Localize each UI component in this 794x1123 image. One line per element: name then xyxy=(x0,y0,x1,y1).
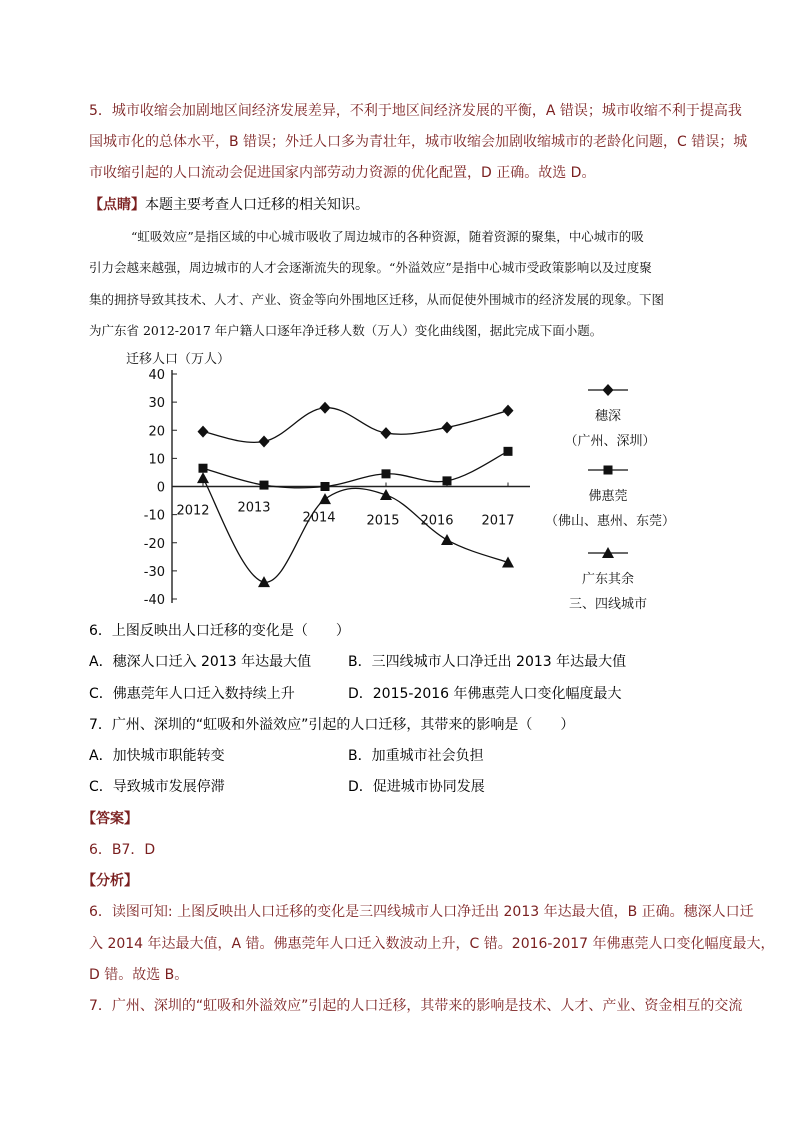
data-point-other-cities xyxy=(197,472,209,483)
y-axis-label: 迁移人口（万人） xyxy=(126,352,231,367)
x-tick-label: 2013 xyxy=(237,500,271,516)
data-point-suishen xyxy=(198,426,209,438)
y-tick-label: -10 xyxy=(143,508,165,524)
legend-sub-other-cities: 三、四线城市 xyxy=(568,597,648,610)
y-tick-label: -30 xyxy=(143,564,165,580)
analysis-line-2: 入 2014 年达最大值，A 错。佛惠莞年人口迁入数波动上升，C 错。2016-2017 年佛惠莞人口变化幅度最大， xyxy=(89,936,775,952)
analysis-line-4: 7．广州、深圳的“虹吸和外溢效应”引起的人口迁移，其带来的影响是技术、人才、产业、资金相互的交流 xyxy=(89,998,743,1014)
q7-option-d[interactable]: D．促进城市协同发展 xyxy=(348,779,485,795)
data-point-other-cities xyxy=(441,534,453,545)
passage-line-3: 集的拥挤导致其技术、人才、产业、资金等向外围地区迁移，从而促使外围城市的经济发展的现象。下图 xyxy=(89,292,665,307)
series-line-suishen xyxy=(203,408,508,443)
data-point-other-cities xyxy=(502,556,514,567)
data-point-suishen xyxy=(381,427,392,439)
q5-line-1: 5．城市收缩会加剧地区间经济发展差异，不利于地区间经济发展的平衡，A 错误；城市收缩不利于提高我 xyxy=(89,103,742,119)
y-tick-label: 10 xyxy=(148,452,165,468)
legend-sub-foshan-huizhou-dongguan: （佛山、惠州、东莞） xyxy=(544,514,676,529)
y-tick-label: -40 xyxy=(143,593,165,608)
passage-line-2: 引力会越来越强，周边城市的人才会逐渐流失的现象。“外溢效应”是指中心城市受政策影响以及过度聚 xyxy=(89,260,652,275)
q6-stem: 6．上图反映出人口迁移的变化是（ ） xyxy=(89,623,350,639)
x-tick-label: 2015 xyxy=(366,513,400,529)
answer-tag: 【答案】 xyxy=(82,811,138,827)
legend-marker-foshan-huizhou-dongguan xyxy=(604,466,613,475)
data-point-suishen xyxy=(320,402,331,414)
series-line-other-cities xyxy=(203,478,508,582)
x-tick-label: 2012 xyxy=(176,503,210,519)
data-point-suishen xyxy=(259,436,270,448)
data-point-other-cities xyxy=(319,493,331,504)
q7-option-c[interactable]: C．导致城市发展停滞 xyxy=(89,779,225,795)
y-tick-label: 20 xyxy=(148,424,165,440)
passage-line-1: “虹吸效应”是指区域的中心城市吸收了周边城市的各种资源，随着资源的聚集，中心城市的吸 xyxy=(131,229,644,244)
dianjing-text: 本题主要考查人口迁移的相关知识。 xyxy=(145,197,369,213)
x-tick-label: 2017 xyxy=(481,513,515,529)
q6-option-d[interactable]: D．2015-2016 年佛惠莞人口变化幅度最大 xyxy=(348,686,622,702)
y-tick-label: 30 xyxy=(148,396,165,412)
legend-name-other-cities: 广东其余 xyxy=(581,572,635,587)
data-point-suishen xyxy=(442,421,453,433)
data-point-foshan-huizhou-dongguan xyxy=(199,464,208,473)
legend-sub-suishen: （广州、深圳） xyxy=(564,434,656,449)
answer-text: 6．B7．D xyxy=(89,842,156,858)
q6-option-b[interactable]: B．三四线城市人口净迁出 2013 年达最大值 xyxy=(348,654,627,670)
series-line-foshan-huizhou-dongguan xyxy=(203,451,508,487)
dianjing-tag: 【点睛】 xyxy=(89,197,145,213)
migration-line-chart xyxy=(110,345,700,610)
q7-option-b[interactable]: B．加重城市社会负担 xyxy=(348,748,484,764)
data-point-foshan-huizhou-dongguan xyxy=(504,447,513,456)
analysis-tag: 【分析】 xyxy=(82,873,138,889)
y-tick-label: -20 xyxy=(143,536,165,552)
q7-option-a[interactable]: A．加快城市职能转变 xyxy=(89,748,225,764)
passage-line-4: 为广东省 2012-2017 年户籍人口逐年净迁移人数（万人）变化曲线图，据此完成下面小题。 xyxy=(89,323,603,338)
x-tick-label: 2014 xyxy=(302,510,336,526)
dianjing-row xyxy=(89,195,369,215)
analysis-line-1: 6．读图可知: 上图反映出人口迁移的变化是三四线城市人口净迁出 2013 年达最大值，B 正确。穗深人口迁 xyxy=(89,904,754,920)
q6-option-a[interactable]: A．穗深人口迁入 2013 年达最大值 xyxy=(89,654,312,670)
q7-stem: 7．广州、深圳的“虹吸和外溢效应”引起的人口迁移，其带来的影响是（ ） xyxy=(89,717,575,733)
data-point-foshan-huizhou-dongguan xyxy=(260,481,269,490)
analysis-line-3: D 错。故选 B。 xyxy=(89,967,189,983)
q5-line-2: 国城市化的总体水平，B 错误；外迁人口多为青壮年，城市收缩会加剧收缩城市的老龄化问题，C 错误；城 xyxy=(89,134,748,150)
legend-marker-suishen xyxy=(603,384,614,396)
q5-line-3: 市收缩引起的人口流动会促进国家内部劳动力资源的优化配置，D 正确。故选 D。 xyxy=(89,165,596,181)
q6-option-c[interactable]: C．佛惠莞年人口迁入数持续上升 xyxy=(89,686,295,702)
legend-name-suishen: 穗深 xyxy=(594,409,622,424)
data-point-foshan-huizhou-dongguan xyxy=(321,482,330,491)
y-tick-label: 40 xyxy=(148,368,165,383)
data-point-foshan-huizhou-dongguan xyxy=(382,469,391,478)
data-point-foshan-huizhou-dongguan xyxy=(443,476,452,485)
y-tick-label: 0 xyxy=(156,480,165,496)
data-point-suishen xyxy=(503,405,514,417)
legend-name-foshan-huizhou-dongguan: 佛惠莞 xyxy=(588,489,628,504)
data-point-other-cities xyxy=(380,489,392,500)
x-tick-label: 2016 xyxy=(420,513,454,529)
